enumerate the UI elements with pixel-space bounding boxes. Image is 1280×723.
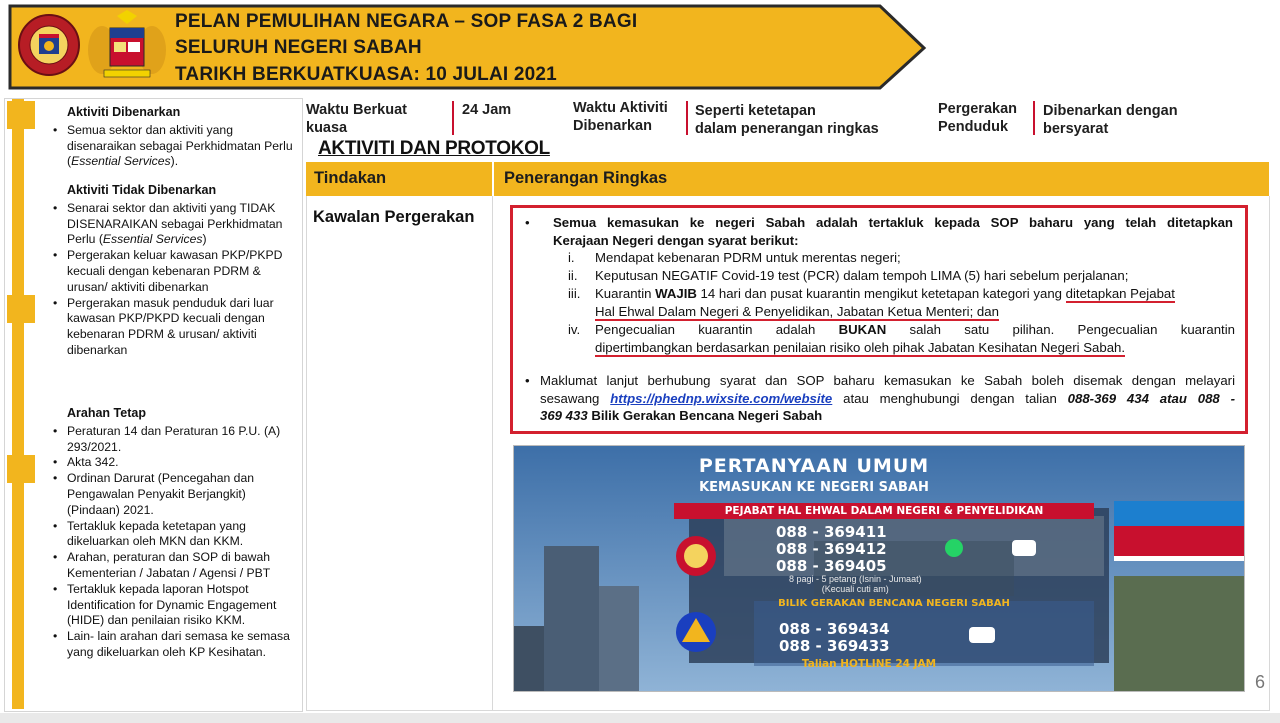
timeline-node	[7, 295, 35, 323]
website-link[interactable]: https://phednp.wixsite.com/website	[610, 390, 833, 406]
poster-office-1: PEJABAT HAL EHWAL DALAM NEGERI & PENYELIDIKAN	[674, 503, 1094, 519]
effective-hours-value: 24 Jam	[462, 102, 512, 118]
movement-value: Dibenarkan dengan bersyarat	[1043, 103, 1178, 137]
list-item: • Tertakluk kepada ketetapan yang dikeluarkan oleh MKN dan KKM.	[47, 519, 297, 551]
divider	[686, 101, 688, 135]
header-effective-date: TARIKH BERKUATKUASA: 10 JULAI 2021	[175, 64, 557, 85]
effective-hours-label: Waktu Berkuat kuasa	[306, 102, 407, 136]
poster-hours: 8 pagi - 5 petang (Isnin - Jumaat) (Kecuali cuti am)	[789, 574, 922, 594]
timeline-node	[7, 455, 35, 483]
table-cell-action	[306, 196, 493, 711]
list-item: • Lain- lain arahan dari semasa ke semasa yang dikeluarkan oleh KP Kesihatan.	[47, 629, 297, 661]
page-number: 6	[1255, 672, 1266, 692]
timeline-bar	[12, 99, 24, 709]
list-item: • Pergerakan masuk penduduk dari luar kawasan PKP/PKPD kecuali dengan kebenaran PDRM & urusan/ aktiviti dibenarkan	[47, 296, 297, 359]
list-item: • Ordinan Darurat (Pencegahan dan Pengawalan Penyakit Berjangkit) (Pindaan) 2021.	[47, 471, 297, 518]
allowed-activities	[47, 105, 297, 170]
poster-office-2: BILIK GERAKAN BENCANA NEGERI SABAH	[778, 598, 1010, 609]
divider	[452, 101, 454, 135]
sidebar	[4, 98, 303, 712]
standing-orders-title: Arahan Tetap	[67, 406, 146, 420]
list-item: • Peraturan 14 dan Peraturan 16 P.U. (A) 293/2021.	[47, 424, 297, 456]
list-item: • Arahan, peraturan dan SOP di bawah Kementerian / Jabatan / Agensi / PBT	[47, 550, 297, 582]
timeline-node	[7, 101, 35, 129]
standing-orders	[47, 406, 297, 661]
poster-hotline: Talian HOTLINE 24 JAM	[801, 658, 937, 670]
list-item: • Tertakluk kepada laporan Hotspot Identification for Dynamic Engagement (HIDE) dan penilaian risiko KKM.	[47, 582, 297, 629]
table-header	[306, 162, 1269, 196]
movement-label: Pergerakan Penduduk	[938, 101, 1017, 135]
poster-title: PERTANYAAN UMUM	[698, 455, 930, 477]
poster-subtitle: KEMASUKAN KE NEGERI SABAH	[699, 480, 929, 495]
row-label: Kawalan Pergerakan	[313, 208, 475, 226]
activity-hours-value: Seperti ketetapan dalam penerangan ringkas	[695, 103, 879, 137]
prohibited-activities-title: Aktiviti Tidak Dibenarkan	[67, 183, 217, 197]
column-header-description: Penerangan Ringkas	[504, 169, 668, 187]
header-title-line-1: PELAN PEMULIHAN NEGARA – SOP FASA 2 BAGI	[175, 11, 638, 32]
mkn-logo	[18, 12, 80, 78]
list-item: • Senarai sektor dan aktiviti yang TIDAK DISENARAIKAN sebagai Perkhidmatan Perlu (Essential Services)	[47, 201, 297, 248]
allowed-activities-title: Aktiviti Dibenarkan	[67, 105, 181, 119]
activity-hours-label: Waktu Aktiviti Dibenarkan	[573, 100, 668, 134]
sop-details-box: • Semua kemasukan ke negeri Sabah adalah tertakluk kepada SOP baharu yang telah ditetapkan Kerajaan Negeri dengan syarat berikut: i. Mendapat kebenaran PDRM untuk merentas negeri; ii. Keputusan NEGATIF Covid-19 test (PCR) dalam tempoh LIMA (5) hari sebelum perjalanan; iii. Kuarantin WAJIB 14 hari dan pusat kuarantin mengikut ketetapan kategori yang ditetapkan Pejabat Hal Ehwal Dalam Negeri & Penyelidikan, Jabatan Ketua Menteri; dan iv. Pengecualian kuarantin adalah BUKAN salah satu pilihan. Pengecualian kuarantin dipertimbangkan berdasarkan penilaian risiko oleh pihak Jabatan Kesihatan Negeri Sabah. • Maklumat lanjut berhubung syarat dan SOP baharu kemasukan ke Sabah boleh disemak dengan melayari sesawang https://phednp.wixsite.com/website atau menghubungi dengan talian 088-369 434 atau 088 - 369 433 Bilik Gerakan Bencana Negeri Sabah	[510, 205, 1248, 434]
prohibited-activities	[47, 183, 297, 359]
hotline-numbers: 088-369 434 atau 088 -	[1067, 390, 1235, 406]
list-item: • Pergerakan keluar kawasan PKP/PKPD kecuali dengan kebenaran PDRM & urusan/ aktiviti dibenarkan	[47, 248, 297, 295]
poster-phones-1: 088 - 369411 088 - 369412 088 - 369405	[776, 523, 887, 575]
list-item: iii. Kuarantin WAJIB 14 hari dan pusat kuarantin mengikut ketetapan kategori yang ditetapkan Pejabat Hal Ehwal Dalam Negeri & Penyelidikan, Jabatan Ketua Menteri; dan	[568, 286, 1175, 319]
header-title-line-2: SELURUH NEGERI SABAH	[175, 37, 422, 58]
list-item: • Semua sektor dan aktiviti yang disenaraikan sebagai Perkhidmatan Perlu (Essential Services).	[47, 123, 297, 170]
column-header-action: Tindakan	[314, 169, 387, 187]
footer-bar	[0, 713, 1280, 723]
list-item: iv. Pengecualian kuarantin adalah BUKAN salah satu pilihan. Pengecualian kuarantin dipertimbangkan berdasarkan penilaian risiko oleh pihak Jabatan Kesihatan Negeri Sabah.	[568, 322, 1235, 355]
list-item: ii. Keputusan NEGATIF Covid-19 test (PCR) dalam tempoh LIMA (5) hari sebelum perjalanan;	[568, 268, 1129, 283]
malaysia-coat-of-arms	[84, 10, 170, 82]
divider	[1033, 101, 1035, 135]
enquiry-poster-image	[513, 445, 1245, 692]
list-item: • Akta 342.	[47, 455, 297, 471]
list-item: i. Mendapat kebenaran PDRM untuk merentas negeri;	[568, 250, 901, 265]
poster-phones-2: 088 - 369434 088 - 369433	[779, 620, 890, 655]
section-title: AKTIVITI DAN PROTOKOL	[318, 138, 550, 159]
